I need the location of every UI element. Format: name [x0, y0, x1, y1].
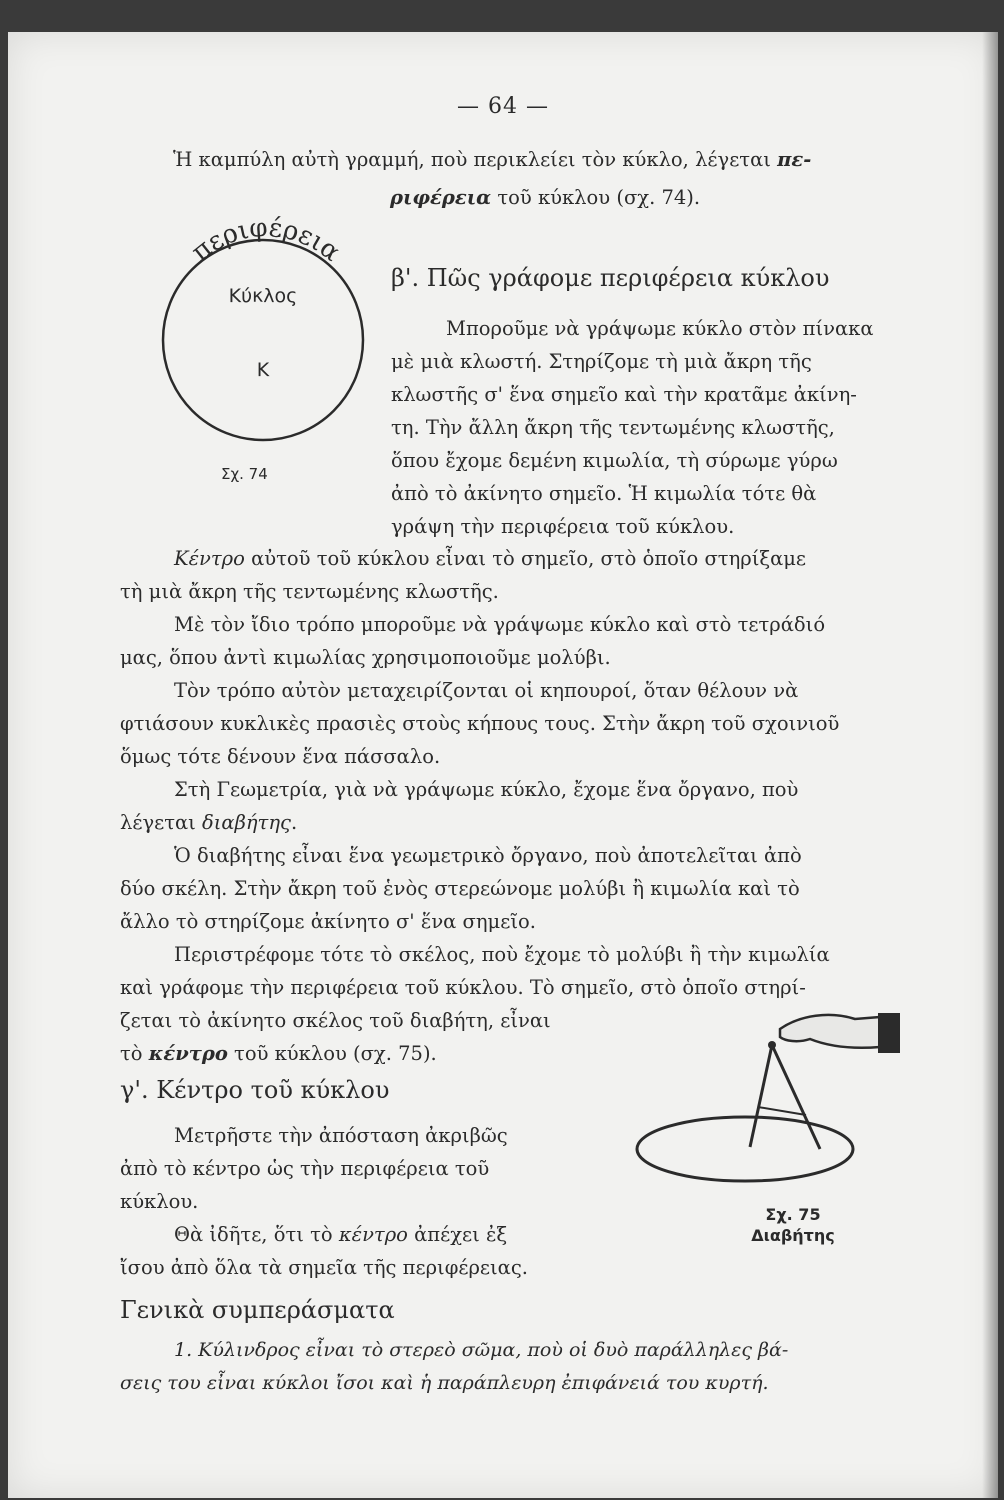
conclusion-line: 1. Κύλινδρος εἶναι τὸ στερεὸ σῶμα, ποὺ οἱ δυὸ παράλληλες βά-: [174, 1339, 789, 1361]
body-line: Στὴ Γεωμετρία, γιὰ νὰ γράψωμε κύκλο, ἔχομε ἕνα ὄργανο, ποὺ: [174, 778, 799, 801]
compass-hinge: [768, 1041, 776, 1049]
kentro-suffix: τοῦ κύκλου (σχ. 75).: [227, 1042, 437, 1065]
figure-75-compass-drawing: [630, 1007, 930, 1207]
intro-line-1-text: Ἡ καμπύλη αὐτὴ γραμμή, ποὺ περικλείει τὸν κύκλο, λέγεται: [173, 148, 778, 171]
hand-drawing: [780, 1015, 880, 1048]
body-line: Τὸν τρόπο αὐτὸν μεταχειρίζονται οἱ κηπουροί, ὅταν θέλουν νὰ: [174, 679, 799, 702]
body-line: Περιστρέφομε τότε τὸ σκέλος, ποὺ ἔχομε τὸ μολύβι ἢ τὴν κιμωλία: [174, 943, 830, 966]
section-c-line: Μετρῆστε τὴν ἀπόσταση ἀκριβῶς: [174, 1124, 508, 1147]
section-b-line: ἀπὸ τὸ ἀκίνητο σημεῖο. Ἡ κιμωλία τότε θὰ: [391, 482, 817, 505]
term-kentro-bold: κέντρο: [148, 1042, 228, 1065]
body-line: ἄλλο τὸ στηρίζομε ἀκίνητο σ' ἕνα σημεῖο.: [120, 910, 536, 933]
body-line: Ὁ διαβήτης εἶναι ἕνα γεωμετρικὸ ὄργανο, ποὺ ἀποτελεῖται ἀπὸ: [174, 844, 802, 867]
sleeve-cuff: [878, 1013, 900, 1053]
section-b-line: ὅπου ἔχομε δεμένη κιμωλία, τὴ σύρωμε γύρω: [391, 449, 838, 472]
section-b-line: γράψη τὴν περιφέρεια τοῦ κύκλου.: [391, 515, 735, 538]
circle-center-label: Κ: [256, 359, 270, 381]
diabetes-prefix: λέγεται: [120, 811, 203, 834]
section-c-line: ἀπὸ τὸ κέντρο ὡς τὴν περιφέρεια τοῦ: [120, 1157, 490, 1180]
page-number: — 64 —: [457, 94, 549, 119]
body-line: μας, ὅπου ἀντὶ κιμωλίας χρησιμοποιοῦμε μολύβι.: [120, 646, 611, 669]
section-b-line: μὲ μιὰ κλωστή. Στηρίζομε τὴ μιὰ ἄκρη τῆς: [391, 350, 812, 373]
body-line: Μὲ τὸν ἴδιο τρόπο μποροῦμε νὰ γράψωμε κύκλο καὶ στὸ τετράδιό: [174, 613, 826, 636]
binding-shadow: [982, 32, 998, 1498]
body-line: δύο σκέλη. Στὴν ἄκρη τοῦ ἑνὸς στερεώνομε μολύβι ἢ κιμωλία καὶ τὸ: [120, 877, 800, 900]
figure-75-caption: Σχ. 75: [765, 1205, 821, 1224]
body-line: ζεται τὸ ἀκίνητο σκέλος τοῦ διαβήτη, εἶναι: [120, 1009, 551, 1032]
center-para-text: αὐτοῦ τοῦ κύκλου εἶναι τὸ σημεῖο, στὸ ὁποῖο στηρίξαμε: [244, 547, 807, 570]
body-line: καὶ γράφομε τὴν περιφέρεια τοῦ κύκλου. Τὸ σημεῖο, στὸ ὁποῖο στηρί-: [120, 976, 806, 999]
conclusions-heading: Γενικὰ συμπεράσματα: [120, 1296, 395, 1324]
section-b-line: τη. Τὴν ἄλλη ἄκρη τῆς τεντωμένης κλωστῆς,: [391, 416, 835, 439]
intro-line-2-text: τοῦ κύκλου (σχ. 74).: [491, 186, 701, 209]
section-b-line: Μποροῦμε νὰ γράψωμε κύκλο στὸν πίνακα: [446, 317, 874, 340]
diabetes-term-line: [120, 813, 297, 833]
term-kentro: Κέντρο: [174, 547, 245, 570]
term-kentro-italic: κέντρο: [338, 1223, 408, 1246]
diabetes-suffix: .: [290, 811, 298, 834]
term-perifereia-part2: ριφέρεια: [390, 186, 492, 209]
body-line: ὅμως τότε δένουν ἕνα πάσσαλο.: [120, 745, 441, 768]
book-page: [8, 32, 998, 1498]
section-c-heading: γ'. Κέντρο τοῦ κύκλου: [120, 1076, 390, 1104]
compass-pencil-leg: [772, 1045, 820, 1149]
body-line: φτιάσουν κυκλικὲς πρασιὲς στοὺς κήπους τους. Στὴν ἄκρη τοῦ σχοινιοῦ: [120, 712, 840, 735]
figure-75-title: Διαβήτης: [751, 1226, 835, 1245]
conclusion-line: σεις του εἶναι κύκλοι ἴσοι καὶ ἡ παράπλευρη ἐπιφάνειά του κυρτή.: [120, 1372, 769, 1394]
center-para-line-2: τὴ μιὰ ἄκρη τῆς τεντωμένης κλωστῆς.: [120, 580, 499, 603]
arc-label-perifereia: [186, 213, 346, 268]
section-c-line: κύκλου.: [120, 1190, 199, 1213]
figure-74-circle-diagram: [148, 210, 378, 483]
term-diabetes: διαβήτης: [202, 811, 291, 834]
intro-line-2: [390, 188, 700, 208]
center-para-line-1: [174, 549, 806, 569]
section-b-line: κλωστῆς σ' ἕνα σημεῖο καὶ τὴν κρατᾶμε ἀκίνη-: [391, 383, 857, 406]
intro-line-1: [173, 150, 811, 170]
circle-shape: [163, 240, 363, 440]
compass-brace: [758, 1107, 806, 1115]
term-perifereia-part1: πε-: [777, 148, 812, 171]
section-c-text: Θὰ ἰδῆτε, ὅτι τὸ: [174, 1223, 339, 1246]
compass-fixed-leg: [750, 1045, 772, 1147]
section-c-line-4: [174, 1225, 507, 1245]
compass-drawn-circle: [637, 1117, 853, 1181]
kentro-line: [120, 1044, 437, 1064]
kentro-prefix: τὸ: [120, 1042, 149, 1065]
circle-inner-label: Κύκλος: [228, 285, 298, 307]
figure-74-caption: Σχ. 74: [221, 465, 268, 483]
section-c-text-end: ἀπέχει ἐξ: [407, 1223, 508, 1246]
section-c-line: ἴσου ἀπὸ ὅλα τὰ σημεῖα τῆς περιφέρειας.: [120, 1256, 528, 1279]
section-b-heading: β'. Πῶς γράφομε περιφέρεια κύκλου: [391, 264, 830, 292]
arc-label-text: περιφέρεια: [185, 212, 346, 268]
